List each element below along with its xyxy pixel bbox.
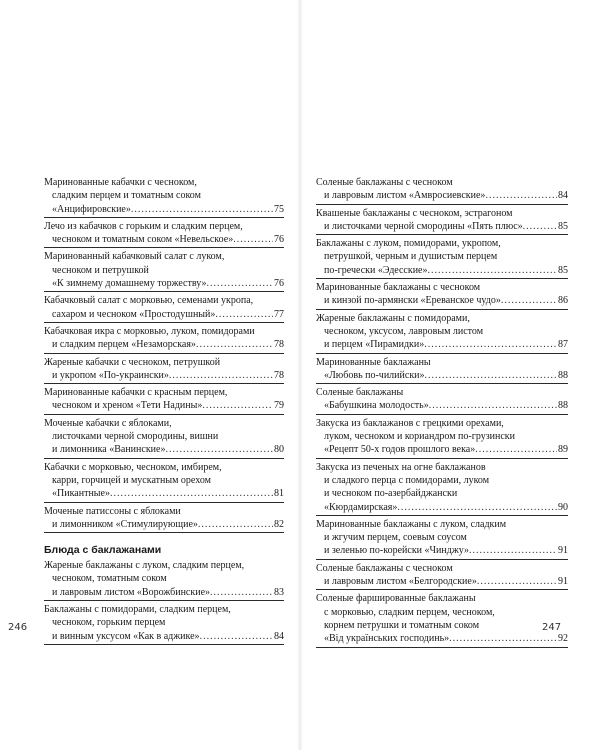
dot-leader	[425, 369, 557, 382]
dot-leader	[429, 399, 557, 412]
toc-page-number: 76	[274, 278, 284, 290]
entry-underline	[44, 383, 284, 384]
entry-underline	[316, 353, 568, 354]
toc-entry-line: Кабачки с морковью, чесноком, имбирем,	[44, 461, 222, 473]
entry-underline	[44, 532, 284, 533]
toc-entry-line: Кабачковый салат с морковью, семенами укропа,	[44, 295, 254, 307]
toc-entry	[44, 417, 284, 459]
toc-page-number: 92	[558, 633, 568, 645]
dot-leader	[202, 399, 273, 412]
dot-leader	[215, 308, 273, 321]
toc-entry	[44, 250, 284, 292]
toc-entry-line: Маринованные баклажаны с чесноком	[316, 282, 481, 294]
toc-entry-line: Соленые баклажаны с чесноком	[316, 177, 453, 188]
toc-entry-line: чесноком и томатным соком «Невельское»	[52, 234, 234, 246]
toc-page-number: 88	[558, 369, 568, 381]
toc-entry	[44, 461, 284, 503]
toc-entry	[44, 294, 284, 323]
toc-entry-line: сахаром и чесноком «Простодушный»	[52, 308, 216, 320]
toc-entry-line: «К зимнему домашнему торжеству»	[52, 278, 207, 290]
toc-entry-line: «Анцифировские»	[52, 203, 131, 215]
toc-entry-line: сладким перцем и томатным соком	[52, 190, 201, 202]
toc-entry	[316, 312, 568, 354]
toc-entry	[316, 461, 568, 516]
toc-entry-line: «Від українських господинь»	[324, 633, 450, 645]
entry-underline	[316, 458, 568, 459]
toc-page-number: 85	[558, 220, 568, 232]
toc-entry-line: Кабачковая икра с морковью, луком, помидорами	[44, 325, 255, 337]
entry-underline	[44, 291, 284, 292]
dot-leader	[198, 518, 273, 531]
toc-entry-last-line	[316, 220, 568, 233]
toc-page-number: 82	[274, 518, 284, 530]
dot-leader	[110, 487, 273, 500]
toc-entry	[316, 386, 568, 415]
toc-entry-line: Соленые фаршированные баклажаны	[316, 593, 476, 605]
toc-entry-line: и укропом «По-украински»	[52, 369, 169, 381]
entry-underline	[316, 559, 568, 560]
dot-leader	[469, 544, 557, 557]
toc-entry-last-line	[316, 338, 568, 351]
toc-entry-line: Моченые кабачки с яблоками,	[44, 417, 172, 429]
entry-underline	[44, 600, 284, 601]
toc-page-number: 90	[558, 501, 568, 513]
entry-underline	[44, 502, 284, 503]
toc-entry-line: Маринованные баклажаны	[316, 356, 431, 368]
toc-entry-last-line	[316, 294, 568, 307]
toc-entry-line: Маринованные баклажаны с луком, сладким	[316, 518, 507, 530]
page-number-right: 247	[542, 622, 562, 633]
toc-entry-line: и сладкого перца с помидорами, луком	[324, 474, 490, 486]
dot-leader	[200, 630, 273, 643]
toc-entry-line: и зеленью по-корейски «Чинджу»	[324, 545, 469, 557]
toc-entry-line: Соленые баклажаны	[316, 387, 404, 399]
toc-page-number: 81	[274, 488, 284, 500]
toc-entry	[44, 559, 284, 601]
toc-entry-line: «Бабушкина молодость»	[324, 400, 429, 412]
toc-entry	[316, 417, 568, 459]
toc-page-number: 78	[274, 369, 284, 381]
toc-entry	[316, 562, 568, 591]
toc-entry-line: луком, чесноком и кориандром по-грузински	[324, 431, 515, 443]
dot-leader	[131, 203, 273, 216]
entry-underline	[316, 234, 568, 235]
toc-entry-last-line	[316, 501, 568, 514]
toc-entry	[316, 237, 568, 279]
book-gutter	[297, 0, 303, 750]
entry-underline	[44, 217, 284, 218]
toc-entry-line: чесноком, горьким перцем	[52, 617, 166, 629]
left-page	[44, 176, 284, 647]
toc-page-number: 75	[274, 203, 284, 215]
entry-underline	[316, 414, 568, 415]
toc-page-number: 85	[558, 264, 568, 276]
toc-entry-line: «Любовь по-чилийски»	[324, 369, 425, 381]
toc-entry-last-line	[316, 544, 568, 557]
toc-entry-last-line	[44, 277, 284, 290]
toc-entry-line: Баклажаны с помидорами, сладким перцем,	[44, 604, 231, 616]
dot-leader	[165, 443, 273, 456]
toc-entry-line: и лимонником «Стимулирующие»	[52, 518, 198, 530]
right-page	[316, 176, 568, 650]
toc-page-number: 83	[274, 586, 284, 598]
toc-list	[316, 176, 568, 648]
toc-entry	[44, 386, 284, 415]
page-number-left: 246	[8, 622, 28, 633]
toc-entry-line: Квашеные баклажаны с чесноком, эстрагоном	[316, 207, 513, 219]
toc-entry-line: и чесноком по-азербайджански	[324, 488, 458, 500]
toc-entry-line: петрушкой, черным и душистым перцем	[324, 251, 498, 263]
toc-entry-line: Лечо из кабачков с горьким и сладким перцем,	[44, 220, 243, 232]
toc-page-number: 76	[274, 234, 284, 246]
toc-entry-line: и жгучим перцем, соевым соусом	[324, 532, 467, 544]
toc-page-number: 88	[558, 400, 568, 412]
toc-entry-line: Маринованные кабачки с чесноком,	[44, 177, 197, 188]
toc-entry-last-line	[316, 575, 568, 588]
toc-entry-line: Закуска из баклажанов с грецкими орехами,	[316, 417, 504, 429]
dot-leader	[397, 501, 557, 514]
toc-entry	[316, 176, 568, 205]
toc-entry-line: чесноком и хреном «Тети Надины»	[52, 400, 203, 412]
toc-entry-line: карри, горчицей и мускатным орехом	[52, 474, 211, 486]
toc-entry-last-line	[44, 399, 284, 412]
entry-underline	[316, 383, 568, 384]
toc-entry-line: Баклажаны с луком, помидорами, укропом,	[316, 238, 501, 250]
entry-underline	[316, 309, 568, 310]
entry-underline	[44, 322, 284, 323]
toc-entry	[44, 220, 284, 249]
toc-entry	[44, 176, 284, 218]
toc-page-number: 79	[274, 400, 284, 412]
entry-underline	[316, 278, 568, 279]
toc-entry-last-line	[316, 632, 568, 645]
toc-page-number: 84	[558, 190, 568, 202]
toc-entry-last-line	[316, 189, 568, 202]
entry-underline	[316, 204, 568, 205]
toc-entry-line: Моченые патиссоны с яблоками	[44, 505, 181, 517]
dot-leader	[424, 338, 557, 351]
toc-list	[44, 559, 284, 645]
toc-page-number: 89	[558, 444, 568, 456]
toc-entry-line: и винным уксусом «Как в аджике»	[52, 630, 200, 642]
toc-entry-line: Маринованные кабачки с красным перцем,	[44, 387, 228, 399]
dot-leader	[475, 443, 557, 456]
toc-entry-line: и лимонника «Ванинские»	[52, 444, 166, 456]
toc-entry-line: Соленые баклажаны с чесноком	[316, 562, 453, 574]
toc-entry-last-line	[44, 443, 284, 456]
dot-leader	[449, 632, 557, 645]
toc-entry-line: чесноком, томатным соком	[52, 573, 167, 585]
dot-leader	[169, 369, 273, 382]
toc-entry	[44, 325, 284, 354]
toc-entry-last-line	[316, 369, 568, 382]
entry-underline	[44, 414, 284, 415]
toc-entry-last-line	[44, 586, 284, 599]
toc-entry	[44, 603, 284, 645]
toc-entry-line: и лавровым листом «Белгородские»	[324, 576, 477, 588]
toc-page-number: 91	[558, 576, 568, 588]
entry-underline	[44, 644, 284, 645]
dot-leader	[196, 338, 273, 351]
dot-leader	[477, 575, 557, 588]
toc-page-number: 91	[558, 545, 568, 557]
toc-entry-line: и кинзой по-армянски «Ереванское чудо»	[324, 295, 501, 307]
toc-page-number: 87	[558, 339, 568, 351]
toc-entry-line: Жареные баклажаны с луком, сладким перцем,	[44, 560, 245, 572]
entry-underline	[316, 647, 568, 648]
toc-entry	[316, 356, 568, 385]
toc-entry-line: Маринованный кабачковый салат с луком,	[44, 251, 225, 263]
toc-entry-last-line	[44, 233, 284, 246]
toc-entry-line: «Пикантные»	[52, 488, 110, 500]
toc-entry-line: Жареные баклажаны с помидорами,	[316, 312, 470, 324]
toc-entry	[316, 518, 568, 560]
dot-leader	[485, 189, 557, 202]
toc-entry-last-line	[44, 630, 284, 643]
toc-page-number: 84	[274, 630, 284, 642]
toc-entry	[316, 281, 568, 310]
dot-leader	[210, 586, 273, 599]
entry-underline	[44, 353, 284, 354]
dot-leader	[428, 264, 558, 277]
toc-page-number: 77	[274, 308, 284, 320]
toc-entry-last-line	[44, 338, 284, 351]
toc-entry-line: Жареные кабачки с чесноком, петрушкой	[44, 356, 221, 368]
toc-entry-line: и сладким перцем «Незаморская»	[52, 339, 196, 351]
dot-leader	[233, 233, 273, 246]
toc-entry	[44, 356, 284, 385]
toc-entry-line: листочками черной смородины, вишни	[52, 431, 219, 443]
toc-entry-line: и лавровым листом «Амвросиевские»	[324, 190, 486, 202]
toc-entry	[316, 592, 568, 647]
toc-entry-last-line	[316, 399, 568, 412]
toc-entry-line: чесноком, уксусом, лавровым листом	[324, 325, 484, 337]
toc-entry-line: и перцем «Пирамидки»	[324, 339, 425, 351]
toc-entry-last-line	[44, 308, 284, 321]
toc-entry-line: корнем петрушки и томатным соком	[324, 619, 480, 631]
toc-entry-last-line	[316, 264, 568, 277]
toc-page-number: 80	[274, 444, 284, 456]
dot-leader	[206, 277, 273, 290]
toc-entry-line: «Рецепт 50-х годов прошлого века»	[324, 444, 476, 456]
toc-entry-last-line	[44, 487, 284, 500]
entry-underline	[316, 515, 568, 516]
toc-entry	[316, 207, 568, 236]
toc-entry-last-line	[44, 518, 284, 531]
toc-entry-last-line	[44, 369, 284, 382]
dot-leader	[523, 220, 557, 233]
toc-list	[44, 176, 284, 533]
toc-entry-line: «Кюрдамирская»	[324, 501, 398, 513]
toc-entry-line: и листочками черной смородины «Пять плюс»	[324, 220, 523, 232]
entry-underline	[316, 589, 568, 590]
toc-entry-line: по-гречески «Эдесские»	[324, 264, 428, 276]
toc-page-number: 78	[274, 339, 284, 351]
toc-entry-line: с морковью, сладким перцем, чесноком,	[324, 606, 495, 618]
dot-leader	[501, 294, 557, 307]
toc-page-number: 86	[558, 295, 568, 307]
toc-entry-line: Закуска из печеных на огне баклажанов	[316, 461, 486, 473]
toc-entry-last-line	[316, 443, 568, 456]
toc-entry-last-line	[44, 203, 284, 216]
section-heading: Блюда с баклажанами	[44, 544, 162, 557]
toc-entry-line: чесноком и петрушкой	[52, 264, 149, 276]
entry-underline	[44, 247, 284, 248]
toc-entry	[44, 505, 284, 534]
toc-entry-line: и лавровым листом «Ворожбинские»	[52, 586, 211, 598]
entry-underline	[44, 458, 284, 459]
